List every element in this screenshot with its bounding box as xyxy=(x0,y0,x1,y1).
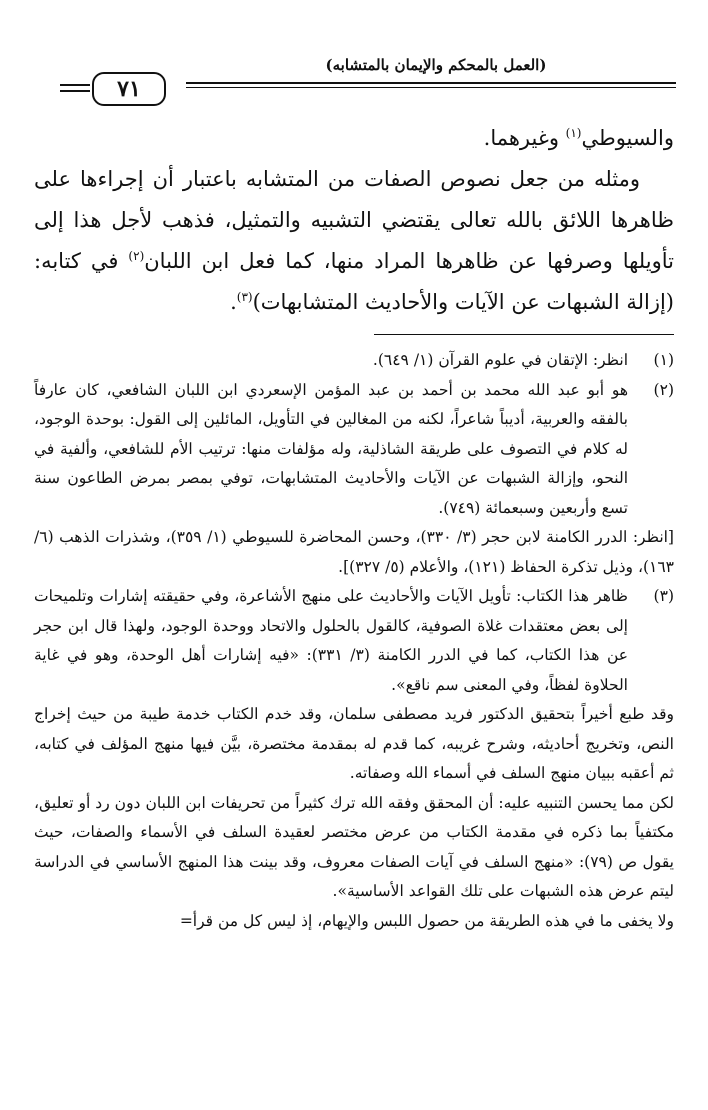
paragraph-2: ومثله من جعل نصوص الصفات من المتشابه باعتبار أن إجراءها على ظاهرها اللائق بالله تعالى يقتضي التشبيه والتمثيل، فذهب لأجل هذا إلى تأويلها وصرفها عن ظاهرها المراد منها، كما فعل ابن اللبان$^{(٢)}$ في كتابه: (إزالة الشبهات عن الآيات والأحاديث المتشابهات)$^{(٣)}$. xyxy=(34,167,674,314)
page-number: ٧١ xyxy=(92,72,166,106)
main-text xyxy=(34,118,674,323)
footnote-ref-3: (٣) xyxy=(236,290,253,304)
footnotes xyxy=(34,346,674,936)
footnote-number: (٢) xyxy=(653,380,674,399)
footnote-1: (١) انظر: الإتقان في علوم القرآن (١/ ٦٤٩). xyxy=(34,346,674,376)
paragraph-1: والسيوطي$^{(١)}$ وغيرهما. xyxy=(483,126,674,150)
footnote-ref-2: (٢) xyxy=(128,249,145,263)
header-rule xyxy=(186,82,676,84)
running-title: (العمل بالمحكم والإيمان بالمتشابه) xyxy=(325,56,547,74)
footnote-number: (٣) xyxy=(653,587,674,605)
header-rule-thin xyxy=(186,87,676,88)
header-dash xyxy=(60,84,90,86)
footnote-3-para-3: لكن مما يحسن التنبيه عليه: أن المحقق وفقه الله ترك كثيراً من تحريفات ابن اللبان دون رد أو تعليق، مكتفياً بما ذكره في مقدمة الكتاب من عرض مختصر لعقيدة السلف في الأسماء والصفات، حيث يقول ص (٧٩): «منهج السلف في آيات الصفات معروف، وقد بينت هذا المنهج الأساسي في الدراسة ليتم عرض هذه الشبهات على تلك القواعد الأساسية». xyxy=(34,793,674,900)
footnote-3-para-2: وقد طبع أخيراً بتحقيق الدكتور فريد مصطفى سلمان، وقد خدم الكتاب خدمة طيبة من حيث إخراج النص، وتخريج أحاديثه، وشرح غريبه، كما قدم له بمقدمة مختصرة، بيَّن فيها منهج المؤلف في كتابه، ثم أعقبه ببيان منهج السلف في أسماء الله وصفاته. xyxy=(34,705,674,782)
footnote-2: (٢) هو أبو عبد الله محمد بن أحمد بن عبد المؤمن الإسعردي ابن اللبان الشافعي، كان عارفاً بالفقه والعربية، أديباً شاعراً، لكنه من المغالين في التأويل، المائلين إلى القول: بوحدة الوجود، له كلام في التصوف على طريقة الشاذلية، وله مؤلفات منها: ترتيب الأم للشافعي، وألفية في النحو، وإزالة الشبهات عن الآيات والأحاديث المتشابهات، توفي بمصر بمرض الطاعون سنة تسع وأربعين وسبعمائة (٧٤٩). xyxy=(34,376,674,524)
footnote-ref-1: (١) xyxy=(565,126,582,140)
footnote-separator xyxy=(374,334,674,335)
footnote-number: (١) xyxy=(653,351,674,369)
header-dash-lower xyxy=(60,90,90,92)
footnote-3: (٣) ظاهر هذا الكتاب: تأويل الآيات والأحاديث على منهج الأشاعرة، وفي حقيقته إشارات وتلميحات إلى بعض معتقدات غلاة الصوفية، كالقول بالحلول والاتحاد ووحدة الوجود، ولهذا قال ابن حجر عن هذا الكتاب، كما في الدرر الكامنة (٣/ ٣٣١): «فيه إشارات أهل الوحدة، وهو في غاية الحلاوة لفظاً، وفي المعنى سم ناقع». xyxy=(34,582,674,700)
footnote-2-sources: [انظر: الدرر الكامنة لابن حجر (٣/ ٣٣٠)، وحسن المحاضرة للسيوطي (١/ ٣٥٩)، وشذرات الذهب (٦/ ١٦٣)، وذيل تذكرة الحفاظ (١٢١)، والأعلام (٥/ ٣٢٧)]. xyxy=(34,528,674,576)
page-header xyxy=(40,54,676,114)
footnote-3-para-4: ولا يخفى ما في هذه الطريقة من حصول اللبس والإيهام، إذ ليس كل من قرأ= xyxy=(179,911,674,930)
